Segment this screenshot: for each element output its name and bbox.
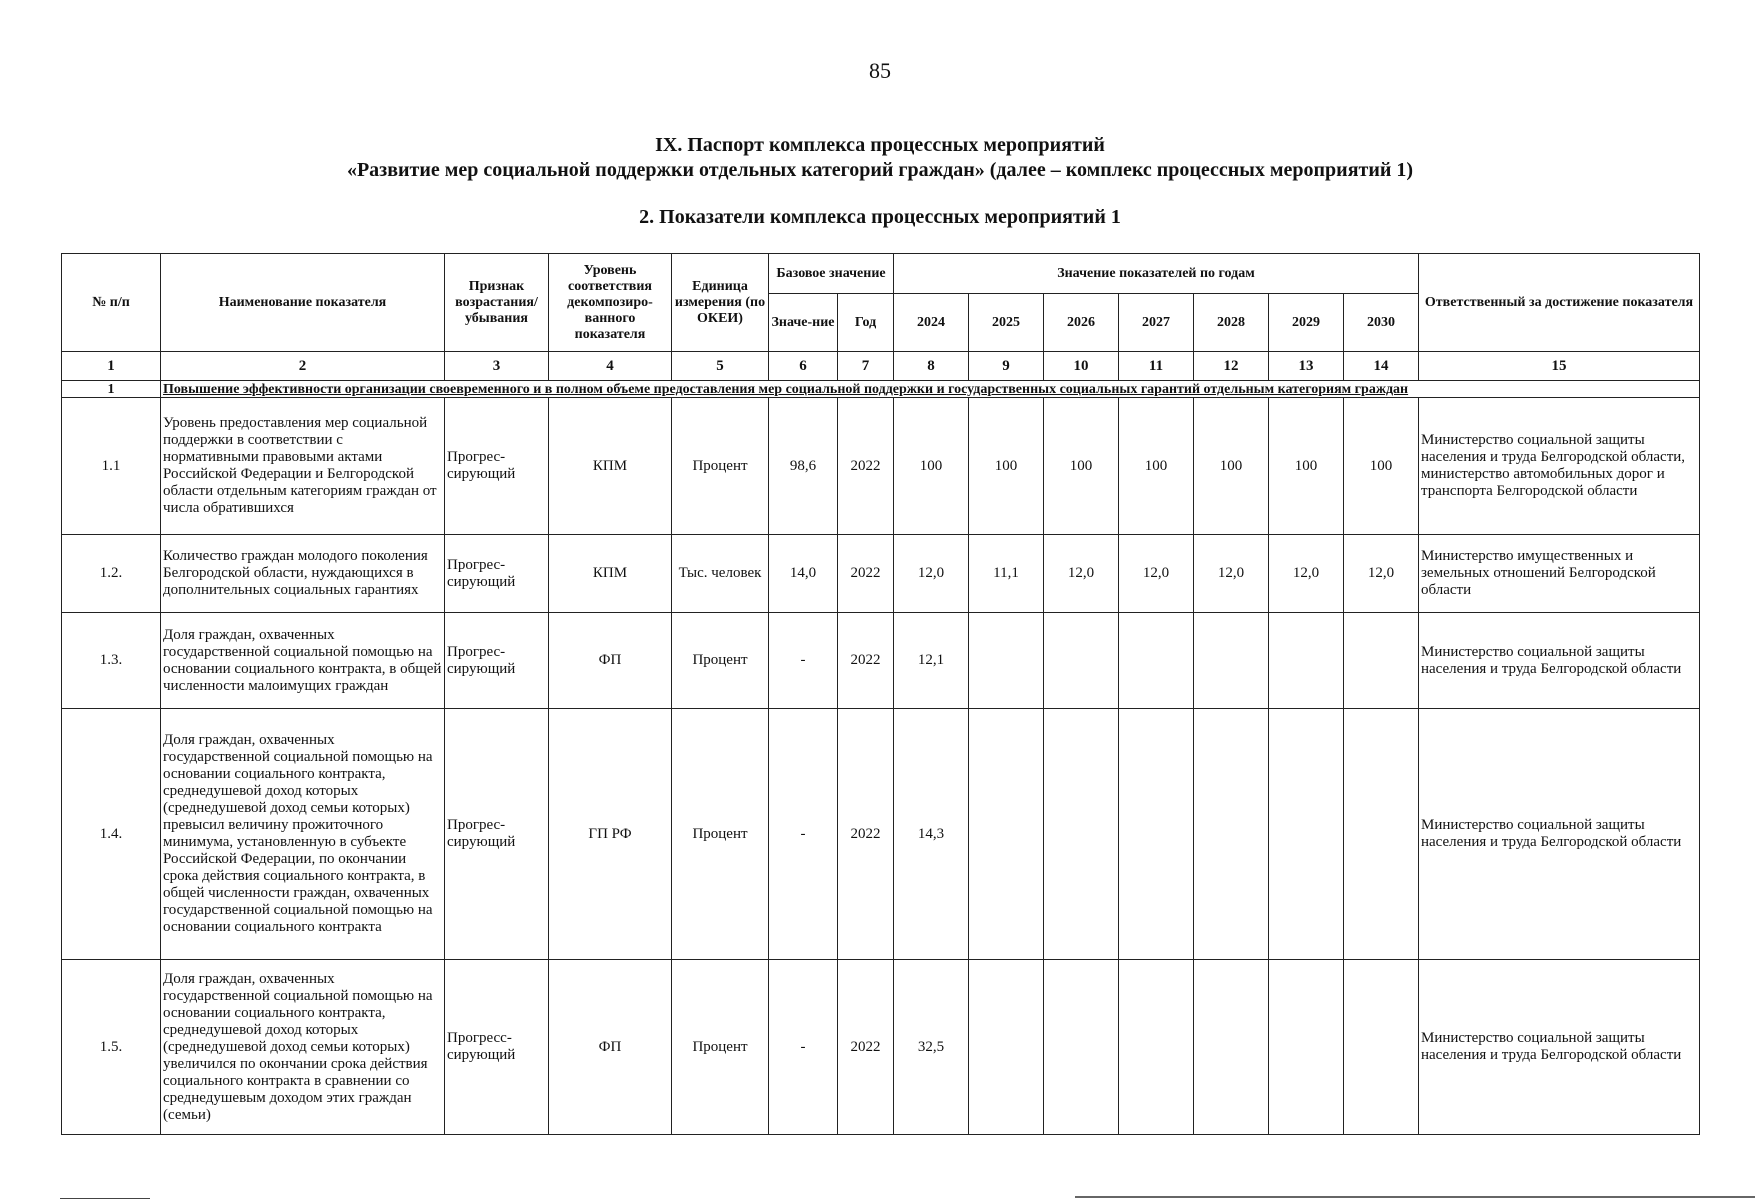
document-title: IX. Паспорт комплекса процессных мероприятий bbox=[655, 134, 1105, 156]
indicator-name: Доля граждан, охваченных государственной социальной помощью на основании социального контракта, среднедушевой доход которых (среднедушевой доход семьи которых) увеличился по окончании срока действия социального контракта в сравнении со среднедушевым доходом этих граждан (семьи) bbox=[161, 960, 445, 1135]
year-value: 12,0 bbox=[1119, 535, 1194, 613]
year-value: 12,0 bbox=[1344, 535, 1419, 613]
scan-edge-line bbox=[60, 1198, 150, 1199]
table-row bbox=[62, 398, 1700, 535]
year-value bbox=[1269, 709, 1344, 960]
column-number: 8 bbox=[894, 352, 969, 381]
section-subtitle: 2. Показатели комплекса процессных мероприятий 1 bbox=[639, 206, 1121, 228]
year-value: 32,5 bbox=[894, 960, 969, 1135]
year-value: 100 bbox=[894, 398, 969, 535]
header-level: Уровень соответствия декомпозиро-ванного показателя bbox=[549, 254, 672, 352]
column-number: 14 bbox=[1344, 352, 1419, 381]
base-year: 2022 bbox=[838, 960, 894, 1135]
year-value: 100 bbox=[1044, 398, 1119, 535]
base-value: - bbox=[769, 960, 838, 1135]
year-value bbox=[1194, 613, 1269, 709]
year-value bbox=[1344, 960, 1419, 1135]
year-value: 12,0 bbox=[1269, 535, 1344, 613]
column-number: 15 bbox=[1419, 352, 1700, 381]
indicators-table bbox=[61, 253, 1700, 1135]
header-year: 2030 bbox=[1344, 294, 1419, 352]
indicator-name: Доля граждан, охваченных государственной социальной помощью на основании социального контракта, среднедушевой доход которых (среднедушевой доход семьи которых) превысил величину прожиточного минимума, установленную в субъекте Российской Федерации, по окончании срока действия социального контракта, в общей численности граждан, охваченных государственной социальной помощью на основании социального контракта bbox=[161, 709, 445, 960]
year-value bbox=[1044, 709, 1119, 960]
indicator-name: Количество граждан молодого поколения Белгородской области, нуждающихся в дополнительных социальных гарантиях bbox=[161, 535, 445, 613]
indicator-level: ГП РФ bbox=[549, 709, 672, 960]
year-value: 12,0 bbox=[1194, 535, 1269, 613]
year-value bbox=[969, 613, 1044, 709]
year-value bbox=[969, 709, 1044, 960]
indicator-sign: Прогрес-сирующий bbox=[445, 613, 549, 709]
responsible: Министерство имущественных и земельных отношений Белгородской области bbox=[1419, 535, 1700, 613]
header-unit: Единица измерения (по ОКЕИ) bbox=[672, 254, 769, 352]
year-value bbox=[1194, 709, 1269, 960]
year-value: 11,1 bbox=[969, 535, 1044, 613]
column-number: 13 bbox=[1269, 352, 1344, 381]
header-name: Наименование показателя bbox=[161, 254, 445, 352]
header-year: 2026 bbox=[1044, 294, 1119, 352]
year-value: 100 bbox=[1344, 398, 1419, 535]
indicator-level: ФП bbox=[549, 613, 672, 709]
indicator-name: Уровень предоставления мер социальной поддержки в соответствии с нормативными правовыми актами Российской Федерации и Белгородской области отдельным категориям граждан от числа обратившихся bbox=[161, 398, 445, 535]
base-value: - bbox=[769, 709, 838, 960]
header-base-value: Значе-ние bbox=[769, 294, 838, 352]
indicator-name: Доля граждан, охваченных государственной социальной помощью на основании социального контракта, в общей численности малоимущих граждан bbox=[161, 613, 445, 709]
indicator-level: КПМ bbox=[549, 535, 672, 613]
year-value: 12,0 bbox=[894, 535, 969, 613]
column-number: 7 bbox=[838, 352, 894, 381]
year-value bbox=[1269, 613, 1344, 709]
row-num: 1.1 bbox=[62, 398, 161, 535]
row-num: 1.5. bbox=[62, 960, 161, 1135]
year-value bbox=[1044, 613, 1119, 709]
header-sign: Признак возрастания/ убывания bbox=[445, 254, 549, 352]
year-value bbox=[1269, 960, 1344, 1135]
indicator-sign: Прогрес-сирующий bbox=[445, 398, 549, 535]
header-year: 2029 bbox=[1269, 294, 1344, 352]
section-num: 1 bbox=[62, 381, 161, 398]
header-year: 2028 bbox=[1194, 294, 1269, 352]
year-value bbox=[969, 960, 1044, 1135]
page-number: 85 bbox=[869, 58, 891, 83]
document-title-line2: «Развитие мер социальной поддержки отдельных категорий граждан» (далее – комплекс процессных мероприятий 1) bbox=[346, 159, 1414, 181]
base-value: - bbox=[769, 613, 838, 709]
column-number: 3 bbox=[445, 352, 549, 381]
column-number: 2 bbox=[161, 352, 445, 381]
column-number: 9 bbox=[969, 352, 1044, 381]
year-value: 12,0 bbox=[1044, 535, 1119, 613]
year-value bbox=[1044, 960, 1119, 1135]
year-value bbox=[1344, 613, 1419, 709]
header-years-group: Значение показателей по годам bbox=[894, 254, 1419, 294]
table-row bbox=[62, 709, 1700, 960]
section-row bbox=[62, 381, 1700, 398]
responsible: Министерство социальной защиты населения и труда Белгородской области bbox=[1419, 960, 1700, 1135]
section-title: Повышение эффективности организации своевременного и в полном объеме предоставления мер социальной поддержки и государственных социальных гарантий отдельным категориям граждан bbox=[161, 381, 1700, 398]
base-value: 14,0 bbox=[769, 535, 838, 613]
row-num: 1.4. bbox=[62, 709, 161, 960]
year-value: 100 bbox=[969, 398, 1044, 535]
responsible: Министерство социальной защиты населения и труда Белгородской области bbox=[1419, 709, 1700, 960]
header-year: 2025 bbox=[969, 294, 1044, 352]
year-value bbox=[1119, 709, 1194, 960]
column-number: 10 bbox=[1044, 352, 1119, 381]
row-num: 1.2. bbox=[62, 535, 161, 613]
base-year: 2022 bbox=[838, 535, 894, 613]
table-row bbox=[62, 960, 1700, 1135]
column-number: 4 bbox=[549, 352, 672, 381]
year-value: 100 bbox=[1119, 398, 1194, 535]
header-year: 2024 bbox=[894, 294, 969, 352]
base-year: 2022 bbox=[838, 613, 894, 709]
indicator-unit: Процент bbox=[672, 398, 769, 535]
base-year: 2022 bbox=[838, 709, 894, 960]
indicator-unit: Процент bbox=[672, 709, 769, 960]
year-value bbox=[1344, 709, 1419, 960]
column-number: 1 bbox=[62, 352, 161, 381]
year-value: 14,3 bbox=[894, 709, 969, 960]
year-value bbox=[1194, 960, 1269, 1135]
header-responsible: Ответственный за достижение показателя bbox=[1419, 254, 1700, 352]
header-base: Базовое значение bbox=[769, 254, 894, 294]
column-number: 6 bbox=[769, 352, 838, 381]
header-year: 2027 bbox=[1119, 294, 1194, 352]
year-value: 12,1 bbox=[894, 613, 969, 709]
year-value bbox=[1119, 960, 1194, 1135]
header-num: № п/п bbox=[62, 254, 161, 352]
indicator-sign: Прогрес-сирующий bbox=[445, 709, 549, 960]
row-num: 1.3. bbox=[62, 613, 161, 709]
column-number: 11 bbox=[1119, 352, 1194, 381]
indicator-sign: Прогресс-сирующий bbox=[445, 960, 549, 1135]
responsible: Министерство социальной защиты населения и труда Белгородской области, министерство автомобильных дорог и транспорта Белгородской области bbox=[1419, 398, 1700, 535]
table-row bbox=[62, 535, 1700, 613]
table-row bbox=[62, 613, 1700, 709]
responsible: Министерство социальной защиты населения и труда Белгородской области bbox=[1419, 613, 1700, 709]
column-number-row bbox=[62, 352, 1700, 381]
year-value bbox=[1119, 613, 1194, 709]
year-value: 100 bbox=[1269, 398, 1344, 535]
indicator-unit: Тыс. человек bbox=[672, 535, 769, 613]
year-value: 100 bbox=[1194, 398, 1269, 535]
indicator-sign: Прогрес-сирующий bbox=[445, 535, 549, 613]
indicator-unit: Процент bbox=[672, 960, 769, 1135]
indicator-unit: Процент bbox=[672, 613, 769, 709]
base-year: 2022 bbox=[838, 398, 894, 535]
base-value: 98,6 bbox=[769, 398, 838, 535]
indicator-level: КПМ bbox=[549, 398, 672, 535]
indicator-level: ФП bbox=[549, 960, 672, 1135]
column-number: 12 bbox=[1194, 352, 1269, 381]
header-base-year: Год bbox=[838, 294, 894, 352]
column-number: 5 bbox=[672, 352, 769, 381]
scan-edge-line bbox=[1075, 1196, 1755, 1198]
